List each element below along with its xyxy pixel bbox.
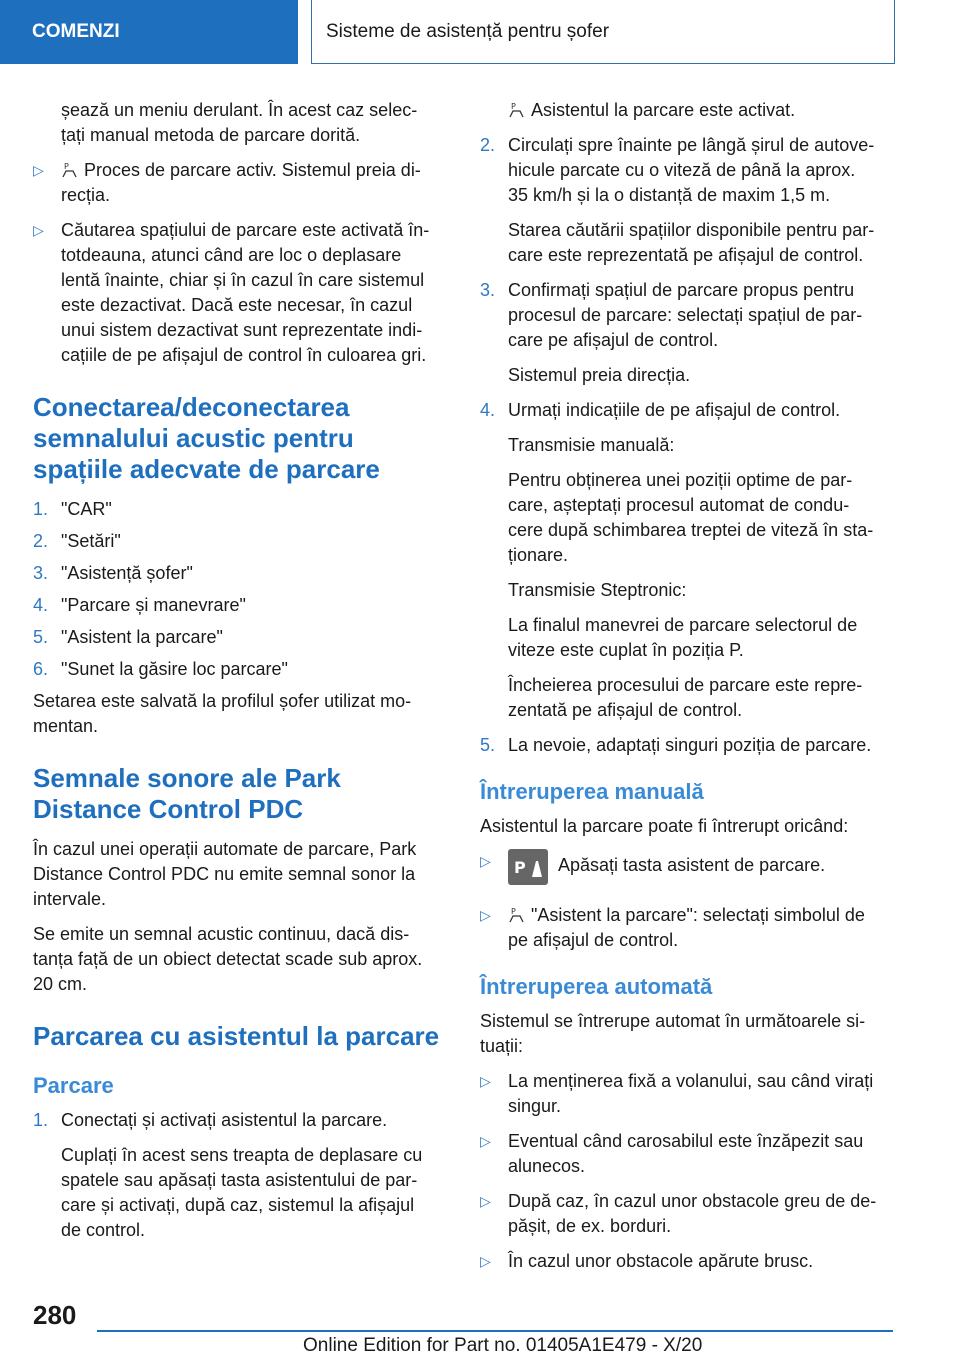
step-number: 5. xyxy=(480,735,496,755)
step-detail: Transmisie manuală: xyxy=(508,435,675,455)
svg-text:P: P xyxy=(514,858,526,877)
step-number: 5. xyxy=(33,627,49,647)
section-heading-conectarea: Conectarea/deconectarea semnalului acustic pentru spațiile adecvate de parcare xyxy=(33,392,380,484)
parking-assistant-icon xyxy=(508,906,525,924)
pdc-paragraph: Se emite un semnal acustic continuu, dacă dis- tanța față de un obiect detectat scade sub aprox. 20 cm. xyxy=(33,924,423,994)
step-text: "Parcare și manevrare" xyxy=(61,595,246,615)
subheading-parcare: Parcare xyxy=(33,1073,114,1098)
step-item xyxy=(480,278,898,353)
step-text: "Asistență șofer" xyxy=(61,563,193,583)
step-number: 3. xyxy=(480,280,496,300)
bullet-text: Eventual când carosabilul este înzăpezit sau alunecos. xyxy=(508,1131,864,1176)
step-detail: Cuplați în acest sens treapta de deplasare cu spatele sau apăsați tasta asistentului de par- care și activați, după caz, sistemul la afișajul de control. xyxy=(61,1145,423,1240)
bullet-marker: ▷ xyxy=(480,907,491,923)
step-detail: Pentru obținerea unei poziții optime de par- care, așteptați procesul automat de condu- cere după schimbarea treptei de viteză în sta- ționare. xyxy=(508,470,874,565)
manual-intro: Asistentul la parcare poate fi întrerupt oricând: xyxy=(480,816,849,836)
bullet-marker: ▷ xyxy=(480,853,491,869)
bullet-item xyxy=(480,1069,898,1119)
bullet-text: Apăsați tasta asistent de parcare. xyxy=(558,855,826,875)
step-detail: La finalul manevrei de parcare selectorul de viteze este cuplat în poziția P. xyxy=(508,615,858,660)
bullet-item xyxy=(480,849,898,885)
bullet-marker: ▷ xyxy=(480,1073,491,1089)
auto-intro: Sistemul se întrerupe automat în următoarele si- tuații: xyxy=(480,1011,866,1056)
step-detail: Transmisie Steptronic: xyxy=(508,580,687,600)
section-heading-parcarea: Parcarea cu asistentul la parcare xyxy=(33,1021,440,1051)
bullet-item xyxy=(33,158,448,208)
step-item xyxy=(480,398,898,423)
step-detail: Încheierea procesului de parcare este repre- zentată pe afișajul de control. xyxy=(508,675,863,720)
step-text: La nevoie, adaptați singuri poziția de parcare. xyxy=(508,735,872,755)
bullet-marker: ▷ xyxy=(480,1193,491,1209)
step-number: 1. xyxy=(33,499,49,519)
step-number: 2. xyxy=(33,531,49,551)
setting-saved-text: Setarea este salvată la profilul șofer utilizat mo- mentan. xyxy=(33,691,412,736)
subheading-manuala: Întreruperea manuală xyxy=(480,779,704,804)
bullet-text: După caz, în cazul unor obstacole greu de de- pășit, de ex. borduri. xyxy=(508,1191,877,1236)
step-text: Circulați spre înainte pe lângă șirul de autove- hicule parcate cu o viteză de până la aprox. 35 km/h și la o distanță de maxim 1,5 m. xyxy=(508,135,875,205)
svg-text:P: P xyxy=(511,907,516,916)
header-section: COMENZI xyxy=(0,0,298,64)
step-detail: Starea căutării spațiilor disponibile pentru par- care este reprezentată pe afișajul de control. xyxy=(508,220,875,265)
step-detail: Sistemul preia direcția. xyxy=(508,365,691,385)
right-column xyxy=(480,98,898,1284)
step-text: "Asistent la parcare" xyxy=(61,627,223,647)
step-text: "CAR" xyxy=(61,499,112,519)
parking-assistant-icon xyxy=(61,161,78,179)
bullet-text: La menținerea fixă a volanului, sau când virați singur. xyxy=(508,1071,874,1116)
header-chapter: Sisteme de asistență pentru șofer xyxy=(311,0,895,64)
parking-assistant-icon xyxy=(508,101,525,119)
bullet-marker: ▷ xyxy=(33,222,44,238)
step-text: "Setări" xyxy=(61,531,121,551)
bullet-item xyxy=(480,1189,898,1239)
step-number: 4. xyxy=(480,400,496,420)
bullet-item xyxy=(480,1129,898,1179)
steps-list xyxy=(33,497,448,682)
parking-assistant-button-icon xyxy=(508,849,548,885)
step-item xyxy=(480,733,898,758)
step-number: 6. xyxy=(33,659,49,679)
step-text: Confirmați spațiul de parcare propus pentru procesul de parcare: selectați spațiul de par- care pe afișajul de control. xyxy=(508,280,863,350)
edition-text: Online Edition for Part no. 01405A1E479 - X/20 xyxy=(303,1335,703,1356)
step-item xyxy=(33,1108,448,1133)
bullet-text: "Asistent la parcare": selectați simbolul de pe afișajul de control. xyxy=(508,905,865,950)
svg-text:P: P xyxy=(511,102,516,111)
bullet-item xyxy=(33,218,448,368)
step-detail xyxy=(508,98,898,123)
pdc-paragraph: În cazul unei operații automate de parcare, Park Distance Control PDC nu emite semnal sonor la intervale. xyxy=(33,839,417,909)
step-number: 3. xyxy=(33,563,49,583)
step-item xyxy=(480,133,898,208)
bullet-marker: ▷ xyxy=(480,1133,491,1149)
footer-divider xyxy=(97,1330,893,1332)
bullet-marker: ▷ xyxy=(33,162,44,178)
step-number: 2. xyxy=(480,135,496,155)
bullet-text: Căutarea spațiului de parcare este activată în- totdeauna, atunci când are loc o deplasare lentă înainte, chiar și în cazul în care sistemul este dezactivat. Dacă este necesar, în cazul unui sistem dezactivat sunt reprezentate indi- cațiile de pe afișajul de control în culoarea gri. xyxy=(61,220,430,365)
section-heading-semnale: Semnale sonore ale Park Distance Control PDC xyxy=(33,763,341,824)
active-text: Asistentul la parcare este activat. xyxy=(531,100,796,120)
bullet-text: În cazul unor obstacole apărute brusc. xyxy=(508,1251,814,1271)
step-number: 1. xyxy=(33,1110,49,1130)
left-column xyxy=(33,98,448,1253)
svg-text:P: P xyxy=(64,162,69,171)
bullet-item xyxy=(480,903,898,953)
bullet-marker: ▷ xyxy=(480,1253,491,1269)
subheading-automata: Întreruperea automată xyxy=(480,974,713,999)
step-text: Urmați indicațiile de pe afișajul de control. xyxy=(508,400,841,420)
page-number: 280 xyxy=(33,1300,77,1330)
bullet-text: Proces de parcare activ. Sistemul preia di- recția. xyxy=(61,160,421,205)
continued-text: șează un meniu derulant. În acest caz selec- țați manual metoda de parcare dorită. xyxy=(61,100,418,145)
step-text: "Sunet la găsire loc parcare" xyxy=(61,659,288,679)
step-number: 4. xyxy=(33,595,49,615)
step-text: Conectați și activați asistentul la parcare. xyxy=(61,1110,388,1130)
bullet-item xyxy=(480,1249,898,1274)
